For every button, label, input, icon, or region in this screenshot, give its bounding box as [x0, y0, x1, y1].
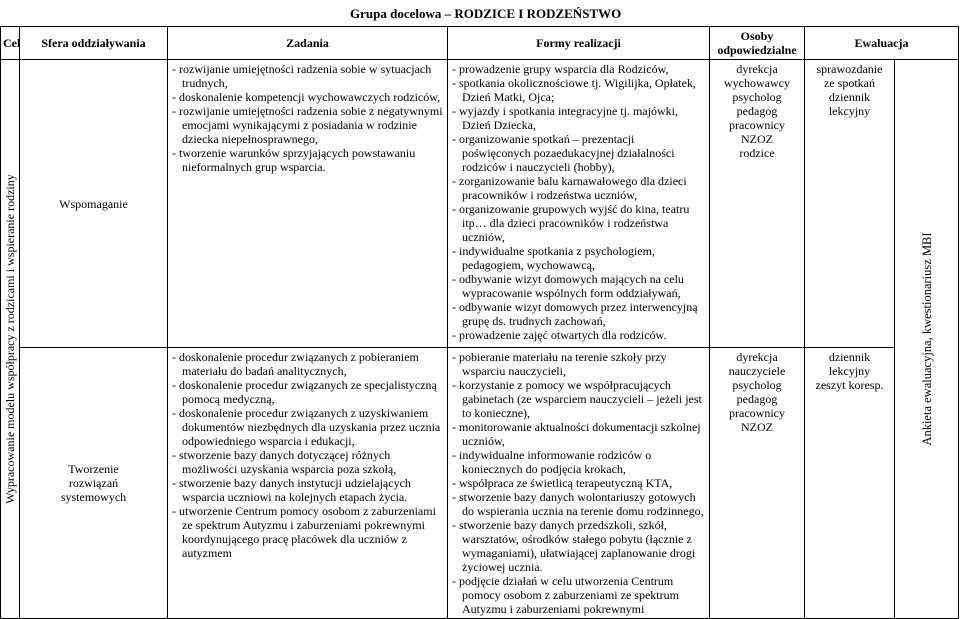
list-item: pedagog — [736, 104, 778, 118]
list-item: dyrekcja — [736, 350, 778, 364]
sfera-cell — [20, 348, 168, 619]
plan-table — [0, 26, 959, 619]
list-item: - monitorowanie aktualności dokumentacji szkolnej uczniów, — [452, 420, 701, 448]
list-item: - doskonalenie procedur związanych z uzyskiwaniem dokumentów niezbędnych dla uzyskania przez ucznia odpowiedniego wsparcia i edukacji, — [172, 406, 441, 448]
list-item: psycholog — [732, 90, 782, 104]
list-item: - stworzenie bazy danych instytucji udzielających wsparcia uczniowi na kolejnych etapach życia. — [172, 476, 411, 504]
ewaluacja-side-text: Ankieta ewaluacyjna, kwestionariusz MBI — [919, 232, 934, 446]
ewaluacja-side-cell — [895, 60, 959, 619]
ewaluacja-cell — [805, 60, 895, 348]
list-item: dyrekcja — [736, 62, 778, 76]
list-item: - utworzenie Centrum pomocy osobom z zaburzeniami ze spektrum Autyzmu i zaburzeniami pokrewnymi koordynującego pracę placówek dla uczniów z autyzmem — [172, 504, 436, 560]
list-item: - tworzenie warunków sprzyjających powstawaniu nieformalnych grup wsparcia. — [172, 146, 416, 174]
list-item: - korzystanie z pomocy we współpracujących gabinetach (ze wsparciem nauczycieli – jeżeli jest to konieczne), — [452, 378, 702, 420]
sfera-cell — [20, 60, 168, 348]
list-item: - rozwijanie umiejętności radzenia sobie w sytuacjach trudnych, — [172, 62, 432, 90]
list-item: - doskonalenie kompetencji wychowawczych rodziców, — [172, 90, 441, 104]
list-item: - prowadzenie zajęć otwartych dla rodziców. — [452, 328, 667, 342]
list-item: wychowawcy — [724, 76, 790, 90]
list-item: - stworzenie bazy danych dotyczącej różnych możliwości uzyskania wsparcia poza szkołą, — [172, 448, 397, 476]
formy-cell — [448, 348, 710, 619]
list-item: - organizowanie grupowych wyjść do kina, teatru itp… dla dzieci pracowników i rodzeństwa uczniów, — [452, 202, 690, 244]
list-item: lekcyjny — [828, 364, 871, 378]
list-item: - zorganizowanie balu karnawałowego dla dzieci pracowników i rodzeństwa uczniów, — [452, 174, 687, 202]
list-item: - stworzenie bazy danych przedszkoli, szkół, warsztatów, ośrodków stałego pobytu (łącznie z wymaganiami), ułatwiającej zaplanowanie drogi życiowej ucznia. — [452, 518, 696, 574]
header-formy: Formy realizacji — [448, 27, 710, 60]
osoby-cell — [710, 60, 805, 348]
header-cel: Cel — [1, 27, 20, 60]
header-ewaluacja: Ewaluacja — [805, 27, 959, 60]
list-item: ze spotkań — [824, 76, 875, 90]
ewaluacja-cell — [805, 348, 895, 619]
list-item: dziennik — [828, 350, 871, 364]
table-row — [1, 60, 959, 348]
list-item: - podjęcie działań w celu utworzenia Centrum pomocy osobom z zaburzeniami ze spektrum Autyzmu i zaburzeniami pokrewnymi — [452, 574, 679, 616]
list-item: NZOZ — [741, 132, 773, 146]
header-sfera: Sfera oddziaływania — [20, 27, 168, 60]
list-item: pracownicy — [729, 406, 785, 420]
list-item: - odbywanie wizyt domowych mających na celu wypracowanie wspólnych form oddziaływań, — [452, 272, 684, 300]
list-item: - wyjazdy i spotkania integracyjne tj. majówki, Dzień Dziecka, — [452, 104, 678, 132]
list-item: - doskonalenie procedur związanych z pobieraniem materiału do badań analitycznych, — [172, 350, 419, 378]
list-item: - odbywanie wizyt domowych przez interwencyjną grupę ds. trudnych zachowań, — [452, 300, 698, 328]
zadania-cell — [168, 348, 448, 619]
list-item: - stworzenie bazy danych wolontariuszy gotowych do wspierania ucznia na terenie domu rodzinnego, — [452, 490, 704, 518]
list-item: - współpraca ze świetlicą terapeutyczną KTA, — [452, 476, 673, 490]
osoby-cell — [710, 348, 805, 619]
list-item: pracownicy — [729, 118, 785, 132]
formy-cell — [448, 60, 710, 348]
list-item: - doskonalenie procedur związanych ze specjalistyczną pomocą medyczną, — [172, 378, 437, 406]
table-row — [1, 348, 959, 619]
page-title: Grupa docelowa – RODZICE I RODZEŃSTWO — [350, 6, 622, 21]
list-item: - indywidualne informowanie rodziców o koniecznych do podjęcia krokach, — [452, 448, 652, 476]
cel-text: Wypracowanie modelu współpracy z rodzicami i wspieranie rodziny — [3, 174, 17, 504]
header-row — [1, 27, 959, 60]
list-item: - rozwijanie umiejętności radzenia sobie z negatywnymi emocjami wynikającymi z posiadania w rodzinie dziecka niepełnosprawnego, — [172, 104, 443, 146]
list-item: - organizowanie spotkań – prezentacji poświęconych pozaedukacyjnej działalności rodziców i nauczycieli (hobby), — [452, 132, 675, 174]
list-item: psycholog — [732, 378, 782, 392]
list-item: pedagog — [736, 392, 778, 406]
list-item: - spotkania okolicznościowe tj. Wigilijka, Opłatek, Dzień Matki, Ojca; — [452, 76, 696, 104]
list-item: NZOZ — [741, 420, 773, 434]
list-item: rodzice — [739, 146, 775, 160]
list-item: zeszyt koresp. — [815, 378, 884, 392]
sfera-text: Tworzenie rozwiązań systemowych — [60, 462, 127, 504]
list-item: - pobieranie materiału na terenie szkoły przy wsparciu nauczycieli, — [452, 350, 667, 378]
list-item: lekcyjny — [828, 104, 871, 118]
header-zadania: Zadania — [168, 27, 448, 60]
list-item: nauczyciele — [728, 364, 786, 378]
sfera-text: Wspomaganie — [59, 196, 128, 211]
cel-cell — [1, 60, 20, 619]
list-item: - indywidualne spotkania z psychologiem, pedagogiem, wychowawcą, — [452, 244, 655, 272]
list-item: dziennik — [828, 90, 871, 104]
list-item: - prowadzenie grupy wsparcia dla Rodziców, — [452, 62, 669, 76]
list-item: sprawozdanie — [816, 62, 883, 76]
zadania-cell — [168, 60, 448, 348]
header-osoby: Osoby odpowiedzialne — [710, 27, 805, 60]
